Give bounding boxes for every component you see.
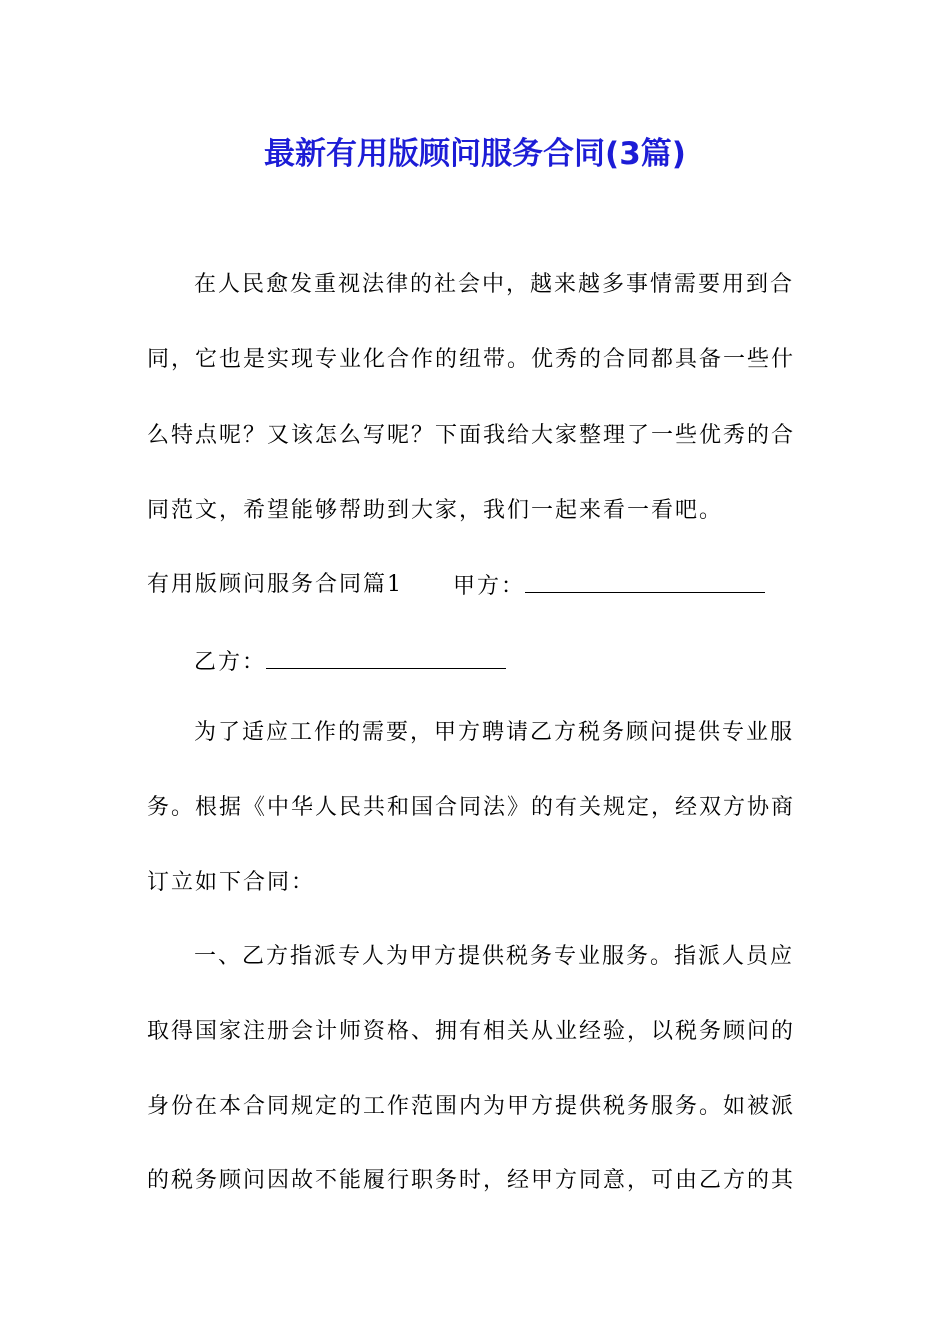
clause1-line-2: 取得国家注册会计师资格、拥有相关从业经验，以税务顾问的	[147, 1019, 796, 1044]
clause1-line-4: 的税务顾问因故不能履行职务时，经甲方同意，可由乙方的其	[147, 1168, 796, 1193]
party-a-blank	[525, 570, 765, 593]
party-b-label: 乙方：	[194, 650, 267, 675]
party-a-label: 甲方：	[453, 574, 526, 599]
intro-line-1: 在人民愈发重视法律的社会中，越来越多事情需要用到合	[194, 272, 795, 297]
party-b-row	[194, 646, 506, 678]
purpose-line-3: 订立如下合同：	[147, 870, 316, 895]
intro-line-2: 同，它也是实现专业化合作的纽带。优秀的合同都具备一些什	[147, 347, 796, 372]
party-b-blank	[266, 646, 506, 669]
party-a-row	[453, 570, 765, 602]
intro-line-4: 同范文，希望能够帮助到大家，我们一起来看一看吧。	[147, 498, 724, 523]
clause1-line-1: 一、乙方指派专人为甲方提供税务专业服务。指派人员应	[194, 944, 795, 969]
intro-line-3: 么特点呢？又该怎么写呢？下面我给大家整理了一些优秀的合	[147, 423, 796, 448]
section-heading-text: 有用版顾问服务合同篇1	[147, 572, 403, 597]
purpose-line-1: 为了适应工作的需要，甲方聘请乙方税务顾问提供专业服	[194, 720, 795, 745]
purpose-line-2: 务。根据《中华人民共和国合同法》的有关规定，经双方协商	[147, 795, 796, 820]
document-title: 最新有用版顾问服务合同(3篇)	[264, 136, 686, 172]
clause1-line-3: 身份在本合同规定的工作范围内为甲方提供税务服务。如被派	[147, 1094, 796, 1119]
section-heading	[147, 570, 403, 600]
